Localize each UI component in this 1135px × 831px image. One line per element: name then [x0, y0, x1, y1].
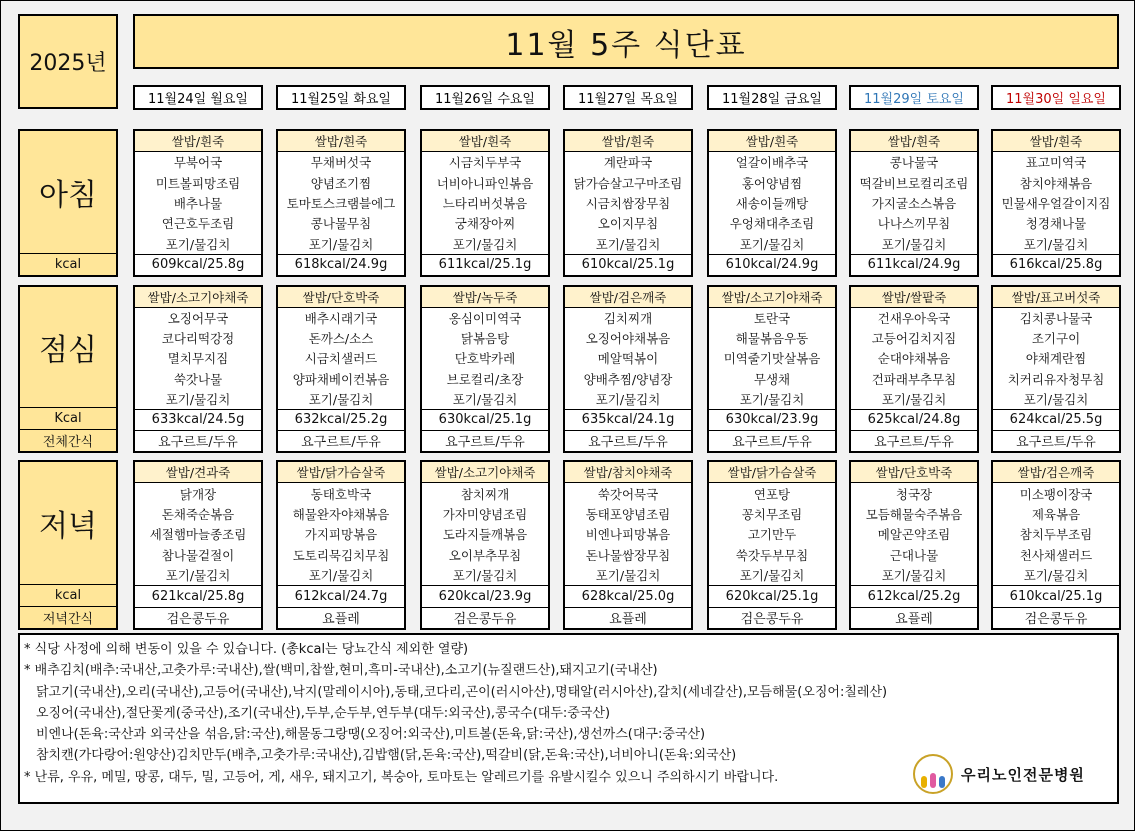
year-label: 2025년 — [18, 14, 118, 109]
kcal-value: 610kcal/24.9g — [709, 254, 835, 275]
main-dish: 쌀밥/닭가슴살죽 — [278, 462, 404, 483]
menu-item: 조기구이 — [1031, 331, 1081, 347]
menu-item: 순대야채볶음 — [877, 351, 951, 367]
snack-item: 요플레 — [851, 607, 977, 628]
menu-item: 포기/물김치 — [881, 568, 947, 584]
main-dish: 쌀밥/녹두죽 — [422, 287, 548, 308]
menu-item: 모듬해물숙주볶음 — [865, 506, 963, 522]
menu-item: 포기/물김치 — [452, 391, 518, 407]
main-dish: 쌀밥/흰죽 — [851, 131, 977, 152]
menu-item: 포기/물김치 — [308, 236, 374, 252]
day-header: 11월27일 목요일 — [563, 85, 693, 110]
menu-item: 새송이들깨탕 — [735, 195, 809, 211]
menu-item: 포기/물김치 — [308, 568, 374, 584]
menu-item: 우엉채대추조림 — [729, 216, 815, 232]
snack-item: 검은콩두유 — [993, 607, 1119, 628]
menu-item: 얼갈이배추국 — [735, 155, 809, 171]
menu-item: 옹심이미역국 — [448, 311, 522, 327]
breakfast-kcal-label: kcal — [54, 257, 82, 272]
menu-item: 김치콩나물국 — [1019, 311, 1093, 327]
menu-item: 오이지무침 — [597, 216, 659, 232]
lunch-label-block — [18, 285, 118, 453]
kcal-value: 610kcal/25.1g — [565, 254, 691, 275]
menu-item: 느타리버섯볶음 — [442, 195, 528, 211]
main-dish: 쌀밥/흰죽 — [135, 131, 261, 152]
kcal-value: 612kcal/24.7g — [278, 585, 404, 606]
menu-item: 근대나물 — [889, 547, 939, 563]
dinner-snack-label: 저녁간식 — [42, 612, 94, 627]
kcal-value: 621kcal/25.8g — [135, 585, 261, 606]
menu-item: 떡갈비브로컬리조림 — [859, 175, 969, 191]
menu-item: 궁채장아찌 — [454, 216, 516, 232]
menu-item: 단호박카레 — [454, 351, 516, 367]
lunch-label: 점심 — [20, 287, 116, 408]
snack-item: 검은콩두유 — [422, 607, 548, 628]
menu-item: 무생채 — [753, 371, 791, 387]
note-line: 비엔나(돈육:국산과 외국산을 섞음,닭:국산),해물동그랑땡(오징어:외국산),미트볼(돈육,닭:국산),생선까스(대구:중국산) — [36, 727, 706, 743]
note-line: 닭고기(국내산),오리(국내산),고등어(국내산),낙지(말레이시아),동태,코다리,곤이(러시아산),명태알(러시아산),갈치(세네갈산),모듬해물(오징어:칠레산) — [36, 684, 888, 700]
menu-item: 토란국 — [753, 311, 791, 327]
menu-item: 쑥갓두부무침 — [735, 547, 809, 563]
lunch-menu-cell — [849, 285, 979, 453]
day-header: 11월30일 일요일 — [991, 85, 1121, 110]
menu-item: 포기/물김치 — [1023, 391, 1089, 407]
menu-item: 참치두부조림 — [1019, 527, 1093, 543]
snack-item: 검은콩두유 — [135, 607, 261, 628]
snack-item: 요구르트/두유 — [422, 430, 548, 451]
menu-item: 참치찌개 — [460, 486, 510, 502]
menu-item: 참치야채볶음 — [1019, 175, 1093, 191]
kcal-value: 616kcal/25.8g — [993, 254, 1119, 275]
menu-item: 메알곤약조림 — [877, 527, 951, 543]
dinner-menu-cell — [420, 460, 550, 630]
kcal-value: 633kcal/24.5g — [135, 409, 261, 430]
menu-item: 닭가슴살고구마조림 — [573, 175, 683, 191]
breakfast-menu-cell — [420, 129, 550, 277]
kcal-value: 630kcal/25.1g — [422, 409, 548, 430]
main-dish: 쌀밥/닭가슴살죽 — [709, 462, 835, 483]
menu-item: 비엔나피망볶음 — [585, 527, 671, 543]
menu-item: 포기/물김치 — [165, 391, 231, 407]
day-header: 11월24일 월요일 — [133, 85, 263, 110]
menu-item: 포기/물김치 — [739, 236, 805, 252]
snack-item: 검은콩두유 — [709, 607, 835, 628]
menu-item: 해물볶음우동 — [735, 331, 809, 347]
menu-item: 포기/물김치 — [881, 391, 947, 407]
menu-item: 야채계란찜 — [1025, 351, 1087, 367]
menu-item: 포기/물김치 — [595, 391, 661, 407]
menu-item: 동태포양념조림 — [585, 506, 671, 522]
main-dish: 쌀밥/검은깨죽 — [993, 462, 1119, 483]
menu-item: 돈나물쌈장무침 — [585, 547, 671, 563]
kcal-value: 618kcal/24.9g — [278, 254, 404, 275]
menu-item: 쑥갓어묵국 — [597, 486, 659, 502]
menu-item: 양념조기찜 — [310, 175, 372, 191]
menu-item: 콩나물무침 — [310, 216, 372, 232]
menu-item: 미역줄기맛살볶음 — [723, 351, 821, 367]
menu-item: 양배추찜/양념장 — [583, 371, 673, 387]
menu-item: 포기/물김치 — [595, 236, 661, 252]
menu-item: 시금치쌈장무침 — [585, 195, 671, 211]
logo-bar-blue — [939, 776, 945, 788]
main-dish: 쌀밥/흰죽 — [422, 131, 548, 152]
dinner-menu-cell — [133, 460, 263, 630]
menu-item: 포기/물김치 — [452, 236, 518, 252]
menu-item: 표고미역국 — [1025, 155, 1087, 171]
menu-item: 토마토스크램블에그 — [286, 195, 396, 211]
lunch-menu-cell — [563, 285, 693, 453]
menu-item: 닭개장 — [179, 486, 217, 502]
kcal-value: 632kcal/25.2g — [278, 409, 404, 430]
breakfast-menu-cell — [707, 129, 837, 277]
menu-item: 시금치샐러드 — [304, 351, 378, 367]
menu-item: 무채버섯국 — [310, 155, 372, 171]
main-dish: 쌀밥/표고버섯죽 — [993, 287, 1119, 308]
kcal-value: 620kcal/25.1g — [709, 585, 835, 606]
menu-item: 청경채나물 — [1025, 216, 1087, 232]
dinner-menu-cell — [707, 460, 837, 630]
note-line: * 배추김치(배추:국내산,고춧가루:국내산),쌀(백미,찹쌀,현미,흑미-국내산),소고기(뉴질랜드산),돼지고기(국내산) — [24, 663, 658, 679]
snack-item: 요구르트/두유 — [709, 430, 835, 451]
menu-item: 멸치무지짐 — [167, 351, 229, 367]
lunch-kcal-label: Kcal — [20, 408, 116, 430]
menu-item: 가자미양념조림 — [442, 506, 528, 522]
main-dish: 쌀밥/참치야채죽 — [565, 462, 691, 483]
menu-item: 포기/물김치 — [165, 568, 231, 584]
kcal-value: 611kcal/24.9g — [851, 254, 977, 275]
hospital-logo-icon — [913, 754, 953, 794]
day-header: 11월26일 수요일 — [420, 85, 550, 110]
breakfast-menu-cell — [563, 129, 693, 277]
menu-item: 민물새우얼갈이지짐 — [1001, 195, 1111, 211]
breakfast-menu-cell — [276, 129, 406, 277]
menu-item: 꽁치무조림 — [741, 506, 803, 522]
menu-item: 가지피망볶음 — [304, 527, 378, 543]
menu-item: 포기/물김치 — [1023, 568, 1089, 584]
menu-item: 포기/물김치 — [308, 391, 374, 407]
menu-item: 포기/물김치 — [881, 236, 947, 252]
main-dish: 쌀밥/흰죽 — [278, 131, 404, 152]
hospital-name: 우리노인전문병원 — [961, 765, 1085, 784]
menu-item: 닭볶음탕 — [460, 331, 510, 347]
breakfast-menu-cell — [133, 129, 263, 277]
main-dish: 쌀밥/소고기야채죽 — [135, 287, 261, 308]
menu-item: 돈채죽순볶음 — [161, 506, 235, 522]
main-dish: 쌀밥/단호박죽 — [278, 287, 404, 308]
kcal-value: 611kcal/25.1g — [422, 254, 548, 275]
kcal-value: 628kcal/25.0g — [565, 585, 691, 606]
menu-item: 포기/물김치 — [595, 568, 661, 584]
snack-item: 요플레 — [565, 607, 691, 628]
menu-item: 포기/물김치 — [452, 568, 518, 584]
menu-item: 고등어김치지짐 — [871, 331, 957, 347]
menu-item: 김치찌개 — [603, 311, 653, 327]
main-dish: 쌀밥/흰죽 — [993, 131, 1119, 152]
kcal-value: 609kcal/25.8g — [135, 254, 261, 275]
menu-item: 포기/물김치 — [165, 236, 231, 252]
main-dish: 쌀밥/소고기야채죽 — [422, 462, 548, 483]
menu-item: 건파래부추무침 — [871, 371, 957, 387]
main-dish: 쌀밥/흰죽 — [709, 131, 835, 152]
kcal-value: 635kcal/24.1g — [565, 409, 691, 430]
day-header: 11월25일 화요일 — [276, 85, 406, 110]
menu-item: 홍어양념찜 — [741, 175, 803, 191]
day-header: 11월29일 토요일 — [849, 85, 979, 110]
kcal-value: 610kcal/25.1g — [993, 585, 1119, 606]
lunch-menu-cell — [707, 285, 837, 453]
snack-item: 요플레 — [278, 607, 404, 628]
kcal-value: 620kcal/23.9g — [422, 585, 548, 606]
menu-item: 참나물겉절이 — [161, 547, 235, 563]
snack-item: 요구르트/두유 — [278, 430, 404, 451]
breakfast-label-block — [18, 129, 118, 277]
menu-item: 무북어국 — [173, 155, 223, 171]
main-dish: 쌀밥/검은깨죽 — [565, 287, 691, 308]
menu-item: 제육볶음 — [1031, 506, 1081, 522]
dinner-menu-cell — [991, 460, 1121, 630]
menu-item: 배추나물 — [173, 195, 223, 211]
menu-item: 세절햄마늘종조림 — [149, 527, 247, 543]
lunch-menu-cell — [276, 285, 406, 453]
dinner-label-block — [18, 460, 118, 630]
lunch-menu-cell — [420, 285, 550, 453]
menu-item: 건새우아욱국 — [877, 311, 951, 327]
menu-item: 코다리떡강정 — [161, 331, 235, 347]
menu-item: 배추시래기국 — [304, 311, 378, 327]
kcal-value: 624kcal/25.5g — [993, 409, 1119, 430]
menu-item: 나나스끼무침 — [877, 216, 951, 232]
main-dish: 쌀밥/흰죽 — [565, 131, 691, 152]
snack-item: 요구르트/두유 — [135, 430, 261, 451]
note-line: 참치캔(가다랑어:원양산)김치만두(배추,고춧가루:국내산),김밥햄(닭,돈육:국산),떡갈비(닭,돈육:국산),너비아니(돈육:외국산) — [36, 748, 737, 764]
menu-item: 미트볼피망조림 — [155, 175, 241, 191]
menu-item: 콩나물국 — [889, 155, 939, 171]
menu-item: 계란파국 — [603, 155, 653, 171]
page-title: 11월 5주 식단표 — [133, 14, 1119, 69]
dinner-menu-cell — [276, 460, 406, 630]
breakfast-label: 아침 — [20, 131, 116, 254]
menu-item: 오징어무국 — [167, 311, 229, 327]
menu-item: 연포탕 — [753, 486, 791, 502]
menu-item: 천사채샐러드 — [1019, 547, 1093, 563]
menu-item: 브로컬리/초장 — [446, 371, 524, 387]
menu-item: 돈까스/소스 — [308, 331, 374, 347]
note-line: * 식당 사정에 의해 변동이 있을 수 있습니다. (총kcal는 당뇨간식 제외한 열량) — [24, 642, 469, 657]
menu-item: 도토리묵김치무침 — [292, 547, 390, 563]
note-line: * 난류, 우유, 메밀, 땅콩, 대두, 밀, 고등어, 게, 새우, 돼지고기, 복숭아, 토마토는 알레르기를 유발시킬수 있으니 주의하시기 바랍니다. — [24, 769, 779, 785]
hospital-logo — [907, 752, 1107, 796]
menu-item: 연근호두조림 — [161, 216, 235, 232]
main-dish: 쌀밥/단호박죽 — [851, 462, 977, 483]
menu-item: 치커리유자청무침 — [1007, 371, 1105, 387]
snack-item: 요구르트/두유 — [851, 430, 977, 451]
menu-item: 포기/물김치 — [739, 391, 805, 407]
dinner-kcal-label: kcal — [20, 585, 116, 607]
menu-item: 포기/물김치 — [739, 568, 805, 584]
kcal-value: 625kcal/24.8g — [851, 409, 977, 430]
menu-item: 미소팽이장국 — [1019, 486, 1093, 502]
menu-item: 오징어야채볶음 — [585, 331, 671, 347]
dinner-label: 저녁 — [20, 462, 116, 585]
main-dish: 쌀밥/쌀팥죽 — [851, 287, 977, 308]
breakfast-menu-cell — [849, 129, 979, 277]
menu-item: 고기만두 — [747, 527, 797, 543]
lunch-menu-cell — [133, 285, 263, 453]
menu-item: 너비아니파인볶음 — [436, 175, 534, 191]
all-snack-label: 전체간식 — [42, 435, 94, 450]
main-dish: 쌀밥/견과죽 — [135, 462, 261, 483]
snack-item: 요구르트/두유 — [993, 430, 1119, 451]
menu-item: 오이부추무침 — [448, 547, 522, 563]
dinner-menu-cell — [563, 460, 693, 630]
menu-item: 양파채베이컨볶음 — [292, 371, 390, 387]
logo-bar-yellow — [921, 776, 927, 788]
note-line: 오징어(국내산),절단꽃게(중국산),조기(국내산),두부,순두부,연두부(대두:외국산),콩국수(대두:중국산) — [36, 705, 611, 721]
kcal-value: 612kcal/25.2g — [851, 585, 977, 606]
menu-item: 시금치두부국 — [448, 155, 522, 171]
main-dish: 쌀밥/소고기야채죽 — [709, 287, 835, 308]
menu-item: 도라지들깨볶음 — [442, 527, 528, 543]
logo-bar-pink — [930, 773, 936, 788]
menu-item: 가지굴소스볶음 — [871, 195, 957, 211]
menu-item: 메알떡볶이 — [597, 351, 659, 367]
logo-mark-svg — [918, 770, 948, 792]
dinner-menu-cell — [849, 460, 979, 630]
day-header: 11월28일 금요일 — [707, 85, 837, 110]
menu-item: 동태호박국 — [310, 486, 372, 502]
snack-item: 요구르트/두유 — [565, 430, 691, 451]
lunch-menu-cell — [991, 285, 1121, 453]
breakfast-menu-cell — [991, 129, 1121, 277]
menu-item: 포기/물김치 — [1023, 236, 1089, 252]
menu-item: 청국장 — [895, 486, 933, 502]
menu-item: 해물완자야채볶음 — [292, 506, 390, 522]
kcal-value: 630kcal/23.9g — [709, 409, 835, 430]
menu-item: 쑥갓나물 — [173, 371, 223, 387]
